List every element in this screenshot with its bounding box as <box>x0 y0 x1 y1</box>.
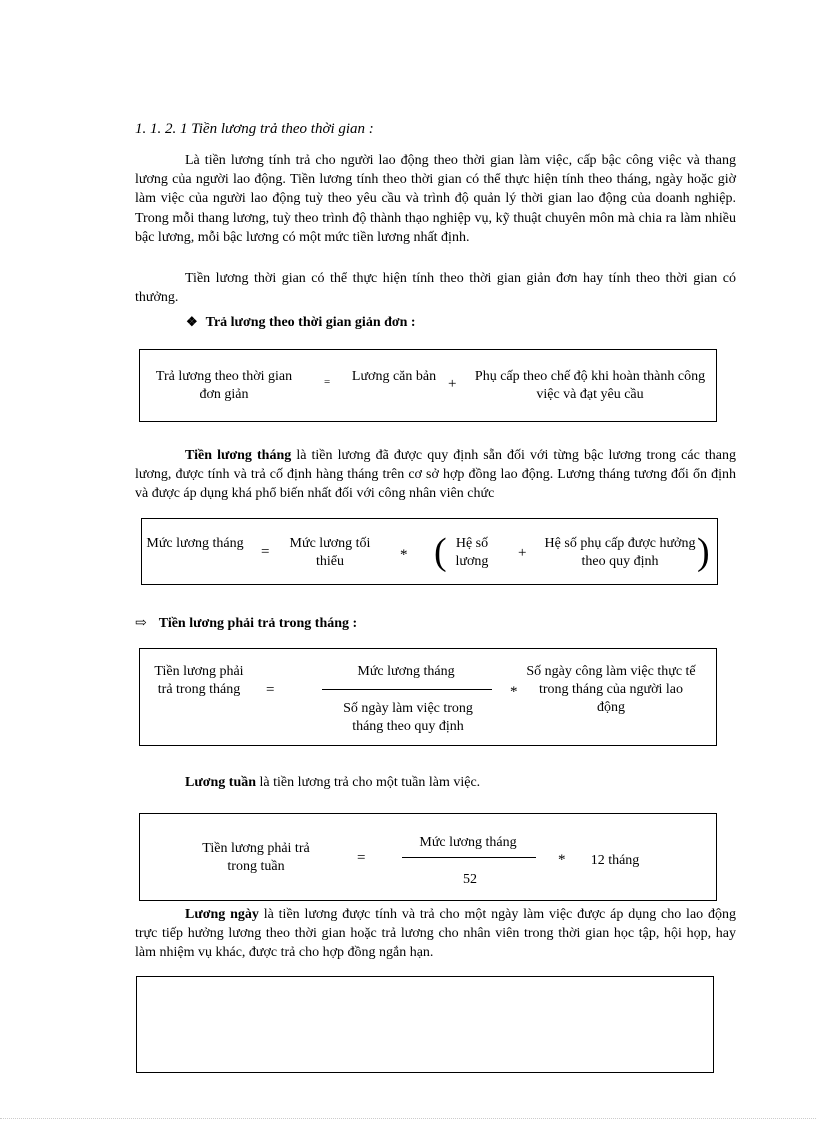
formula-simple-left: Trả lương theo thời gian đơn giản <box>155 369 293 402</box>
page-edge-divider <box>0 1118 816 1119</box>
intro-paragraph <box>135 151 736 247</box>
formula-simple-box <box>139 349 717 422</box>
second-text: Tiền lương thời gian có thể thực hiện tính theo thời gian giản đơn hay tính theo thời gian có thưởng. <box>135 271 736 306</box>
formula-monthly-left: Mức lương tháng <box>146 536 244 551</box>
formula-payable-numerator: Mức lương tháng <box>357 664 455 679</box>
left-paren-icon: ( <box>434 531 447 573</box>
formula-monthly-box <box>141 518 718 585</box>
daily-rest: là tiền lương được tính và trả cho một ngày làm việc được áp dụng cho lao động trực tiếp hưởng lương theo thời gian hoặc trả lương cho nhân viên trong thời gian học tập, hội họp, hay làm nhiệm vụ khác, được trả cho hợp đồng ngắn hạn. <box>135 907 736 961</box>
section-heading: 1. 1. 2. 1 Tiền lương trả theo thời gian : <box>135 121 374 137</box>
formula-weekly-left: Tiền lương phải trả trong tuần <box>202 841 310 874</box>
empty-formula-box <box>136 976 714 1073</box>
monthly-term: Tiền lương tháng <box>185 448 292 463</box>
formula-monthly-plus: + <box>518 545 527 561</box>
diamond-bullet-icon: ❖ <box>186 314 198 329</box>
intro-text: Là tiền lương tính trả cho người lao động theo thời gian làm việc, cấp bậc công việc và thang lương của người lao động. Tiền lương tính theo thời gian có thể thực hiện tính theo tháng, ngày hoặc giờ làm việc của người lao động tuỳ theo yêu cầu và trình độ quản lý thời gian lao động của doanh nghiệp. Trong mỗi thang lương, tuỳ theo trình độ thành thạo nghiệp vụ, kỹ thuật chuyên môn mà chia ra làm nhiều bậc lương, mỗi bậc lương có một mức tiền lương nhất định. <box>135 153 736 245</box>
formula-payable-right: Số ngày công làm việc thực tế trong tháng của người lao động <box>526 664 696 715</box>
right-paren-icon: ) <box>697 531 710 573</box>
weekly-term: Lương tuần <box>185 775 257 790</box>
formula-weekly-numerator: Mức lương tháng <box>419 835 517 850</box>
fraction-bar <box>322 689 492 690</box>
formula-weekly-times: * <box>558 852 566 868</box>
weekly-rest: là tiền lương trả cho một tuần làm việc. <box>256 775 481 790</box>
formula-monthly-allow-coef: Hệ số phụ cấp được hưởng theo quy định <box>544 536 696 569</box>
bullet-payable <box>135 615 357 632</box>
arrow-right-icon: ⇨ <box>135 616 147 631</box>
formula-monthly-eq: = <box>261 544 270 560</box>
formula-simple-plus: + <box>448 376 457 392</box>
daily-paragraph <box>135 905 736 963</box>
formula-payable-times: * <box>510 684 518 700</box>
formula-payable-left: Tiền lương phải trả trong tháng <box>154 664 244 697</box>
formula-payable-eq: = <box>266 682 275 698</box>
formula-weekly-denominator: 52 <box>463 872 477 887</box>
formula-weekly-box <box>139 813 717 901</box>
bullet-simple-text: Trả lương theo thời gian giản đơn : <box>205 315 416 330</box>
formula-monthly-times: * <box>400 547 408 563</box>
formula-simple-allowance: Phụ cấp theo chế độ khi hoàn thành công việc và đạt yêu cầu <box>474 369 706 402</box>
formula-weekly-eq: = <box>357 850 366 866</box>
formula-monthly-min: Mức lương tối thiểu <box>289 536 371 569</box>
formula-simple-base: Lương căn bản <box>351 369 437 384</box>
formula-payable-denominator: Số ngày làm việc trong tháng theo quy định <box>343 701 473 734</box>
formula-weekly-right: 12 tháng <box>590 853 640 868</box>
weekly-paragraph <box>135 773 736 792</box>
second-paragraph <box>135 269 736 307</box>
formula-monthly-coef: Hệ số lương <box>455 536 489 569</box>
monthly-rest: là tiền lương đã được quy định sẵn đối với từng bậc lương trong các thang lương, được tính và trả cố định hàng tháng trên cơ sở hợp đồng lao động. Lương tháng tương đối ổn định và được áp dụng khá phổ biến nhất đối với công nhân viên chức <box>135 448 736 502</box>
monthly-paragraph <box>135 446 736 504</box>
bullet-payable-text: Tiền lương phải trả trong tháng : <box>158 616 358 631</box>
fraction-bar <box>402 857 536 858</box>
formula-payable-box <box>139 648 717 746</box>
daily-term: Lương ngày <box>185 907 259 922</box>
bullet-simple <box>186 314 416 331</box>
formula-simple-eq: = <box>324 376 331 388</box>
